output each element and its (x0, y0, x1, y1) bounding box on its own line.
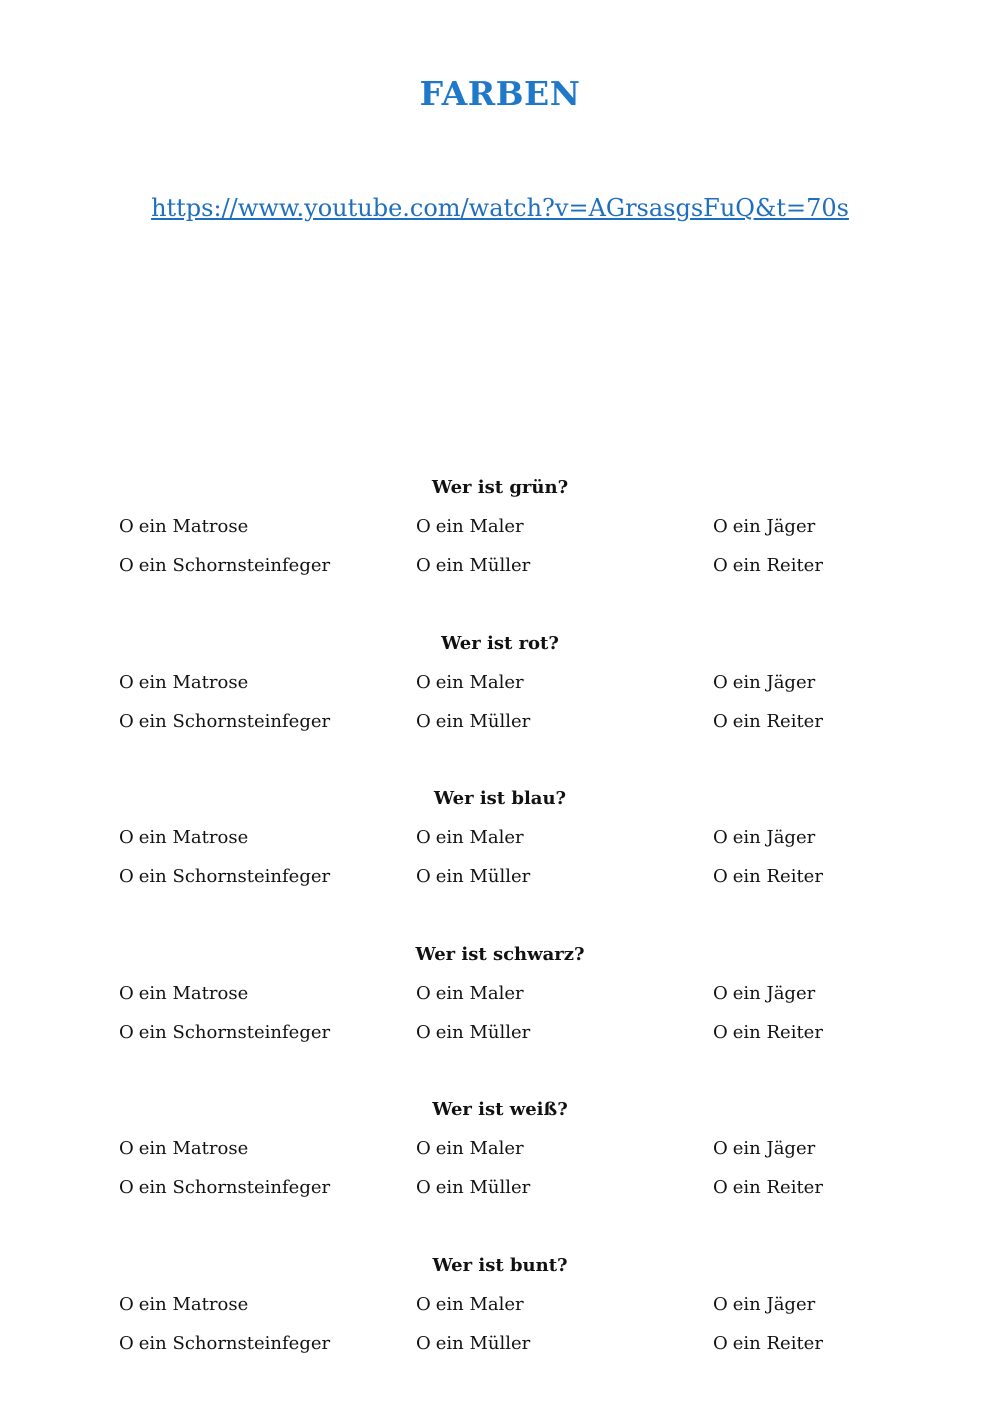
radio-circle-icon[interactable]: O (119, 982, 134, 1004)
option-schornsteinfeger[interactable] (119, 1014, 330, 1052)
question-block (0, 779, 1000, 935)
option-schornsteinfeger[interactable] (119, 858, 330, 896)
option-label: ein Maler (435, 1293, 524, 1315)
option-maler[interactable] (416, 975, 524, 1013)
option-schornsteinfeger[interactable] (119, 1325, 330, 1363)
radio-circle-icon[interactable]: O (713, 555, 728, 576)
radio-circle-icon[interactable]: O (713, 827, 728, 848)
option-reiter[interactable] (713, 547, 823, 585)
option-label: ein Reiter (732, 1021, 823, 1043)
radio-circle-icon[interactable]: O (713, 1138, 728, 1159)
option-label: ein Reiter (732, 1177, 823, 1198)
option-label: ein Müller (435, 1177, 531, 1198)
option-row (0, 664, 1000, 702)
option-row (0, 1169, 1000, 1207)
question-title: Wer ist rot? (441, 632, 559, 654)
option-row (0, 1325, 1000, 1363)
option-jaeger[interactable] (713, 664, 815, 702)
option-row (0, 1014, 1000, 1052)
option-row (0, 1286, 1000, 1324)
option-maler[interactable] (416, 508, 524, 546)
radio-circle-icon[interactable]: O (119, 555, 134, 576)
option-label: ein Müller (435, 1021, 531, 1043)
radio-circle-icon[interactable]: O (713, 671, 728, 693)
option-reiter[interactable] (713, 1014, 823, 1052)
question-list (0, 468, 1000, 1401)
radio-circle-icon[interactable]: O (119, 671, 134, 693)
option-label: ein Matrose (138, 671, 249, 693)
option-jaeger[interactable] (713, 975, 815, 1013)
option-maler[interactable] (416, 1286, 524, 1324)
question-title: Wer ist schwarz? (415, 943, 585, 965)
radio-circle-icon[interactable]: O (416, 866, 431, 887)
radio-circle-icon[interactable]: O (119, 1332, 134, 1354)
option-label: ein Schornsteinfeger (138, 1177, 331, 1198)
option-row (0, 547, 1000, 585)
radio-circle-icon[interactable]: O (713, 866, 728, 887)
option-schornsteinfeger[interactable] (119, 547, 330, 585)
option-jaeger[interactable] (713, 508, 815, 546)
option-row (0, 975, 1000, 1013)
radio-circle-icon[interactable]: O (713, 516, 728, 537)
option-label: ein Jäger (732, 827, 816, 848)
option-label: ein Müller (435, 710, 531, 732)
option-label: ein Schornsteinfeger (138, 1021, 331, 1043)
option-label: ein Reiter (732, 710, 823, 732)
option-maler[interactable] (416, 1130, 524, 1168)
option-jaeger[interactable] (713, 1130, 815, 1168)
option-label: ein Müller (435, 555, 531, 576)
radio-circle-icon[interactable]: O (416, 1021, 431, 1043)
option-mueller[interactable] (416, 703, 530, 741)
option-label: ein Maler (435, 827, 524, 848)
option-matrose[interactable] (119, 1286, 248, 1324)
option-matrose[interactable] (119, 819, 248, 857)
option-label: ein Jäger (732, 671, 816, 693)
option-row (0, 703, 1000, 741)
radio-circle-icon[interactable]: O (119, 516, 134, 537)
option-label: ein Maler (435, 982, 524, 1004)
radio-circle-icon[interactable]: O (416, 827, 431, 848)
option-reiter[interactable] (713, 1325, 823, 1363)
question-block (0, 935, 1000, 1091)
radio-circle-icon[interactable]: O (119, 1293, 134, 1315)
radio-circle-icon[interactable]: O (119, 710, 134, 732)
option-label: ein Matrose (138, 1293, 249, 1315)
option-label: ein Jäger (732, 1293, 816, 1315)
youtube-link[interactable]: https://www.youtube.com/watch?v=AGrsasgsFuQ&t=70s (151, 194, 849, 222)
radio-circle-icon[interactable]: O (416, 1138, 431, 1159)
option-row (0, 819, 1000, 857)
radio-circle-icon[interactable]: O (713, 1021, 728, 1043)
option-label: ein Matrose (138, 982, 249, 1004)
option-label: ein Schornsteinfeger (138, 1332, 331, 1354)
radio-circle-icon[interactable]: O (416, 555, 431, 576)
option-matrose[interactable] (119, 1130, 248, 1168)
option-label: ein Reiter (732, 555, 823, 576)
radio-circle-icon[interactable]: O (416, 1177, 431, 1198)
option-label: ein Schornsteinfeger (138, 866, 331, 887)
question-block (0, 1090, 1000, 1246)
option-row (0, 1130, 1000, 1168)
option-label: ein Maler (435, 1138, 524, 1159)
question-title: Wer ist grün? (431, 477, 569, 498)
option-row (0, 858, 1000, 896)
option-label: ein Müller (435, 1332, 531, 1354)
option-maler[interactable] (416, 664, 524, 702)
option-matrose[interactable] (119, 975, 248, 1013)
radio-circle-icon[interactable]: O (119, 1177, 134, 1198)
option-label: ein Schornsteinfeger (138, 710, 331, 732)
radio-circle-icon[interactable]: O (713, 1177, 728, 1198)
question-block (0, 624, 1000, 780)
option-matrose[interactable] (119, 664, 248, 702)
question-title: Wer ist blau? (433, 788, 567, 809)
radio-circle-icon[interactable]: O (119, 866, 134, 887)
option-label: ein Maler (435, 516, 524, 537)
option-label: ein Matrose (138, 516, 249, 537)
radio-circle-icon[interactable]: O (713, 1332, 728, 1354)
question-block (0, 468, 1000, 624)
option-label: ein Matrose (138, 1138, 249, 1159)
option-mueller[interactable] (416, 547, 530, 585)
radio-circle-icon[interactable]: O (119, 1021, 134, 1043)
option-schornsteinfeger[interactable] (119, 1169, 330, 1207)
option-label: ein Reiter (732, 1332, 823, 1354)
radio-circle-icon[interactable]: O (119, 827, 134, 848)
question-title: Wer ist weiß? (432, 1099, 568, 1120)
option-reiter[interactable] (713, 858, 823, 896)
question-title: Wer ist bunt? (432, 1254, 568, 1276)
option-matrose[interactable] (119, 508, 248, 546)
option-label: ein Müller (435, 866, 531, 887)
option-mueller[interactable] (416, 1014, 530, 1052)
radio-circle-icon[interactable]: O (416, 1293, 431, 1315)
radio-circle-icon[interactable]: O (416, 1332, 431, 1354)
radio-circle-icon[interactable]: O (416, 710, 431, 732)
option-label: ein Jäger (732, 516, 816, 537)
radio-circle-icon[interactable]: O (713, 982, 728, 1004)
video-link-container (0, 190, 1000, 226)
option-maler[interactable] (416, 819, 524, 857)
option-label: ein Matrose (138, 827, 249, 848)
radio-circle-icon[interactable]: O (416, 982, 431, 1004)
question-block (0, 1246, 1000, 1402)
option-label: ein Jäger (732, 982, 816, 1004)
page-title: FARBEN (419, 74, 581, 113)
option-mueller[interactable] (416, 1169, 530, 1207)
radio-circle-icon[interactable]: O (119, 1138, 134, 1159)
radio-circle-icon[interactable]: O (416, 516, 431, 537)
option-jaeger[interactable] (713, 819, 815, 857)
option-jaeger[interactable] (713, 1286, 815, 1324)
option-mueller[interactable] (416, 1325, 530, 1363)
option-label: ein Schornsteinfeger (138, 555, 331, 576)
radio-circle-icon[interactable]: O (713, 1293, 728, 1315)
option-row (0, 508, 1000, 546)
option-reiter[interactable] (713, 703, 823, 741)
option-mueller[interactable] (416, 858, 530, 896)
option-reiter[interactable] (713, 1169, 823, 1207)
option-label: ein Reiter (732, 866, 823, 887)
option-label: ein Jäger (732, 1138, 816, 1159)
radio-circle-icon[interactable]: O (416, 671, 431, 693)
option-schornsteinfeger[interactable] (119, 703, 330, 741)
option-label: ein Maler (435, 671, 524, 693)
radio-circle-icon[interactable]: O (713, 710, 728, 732)
